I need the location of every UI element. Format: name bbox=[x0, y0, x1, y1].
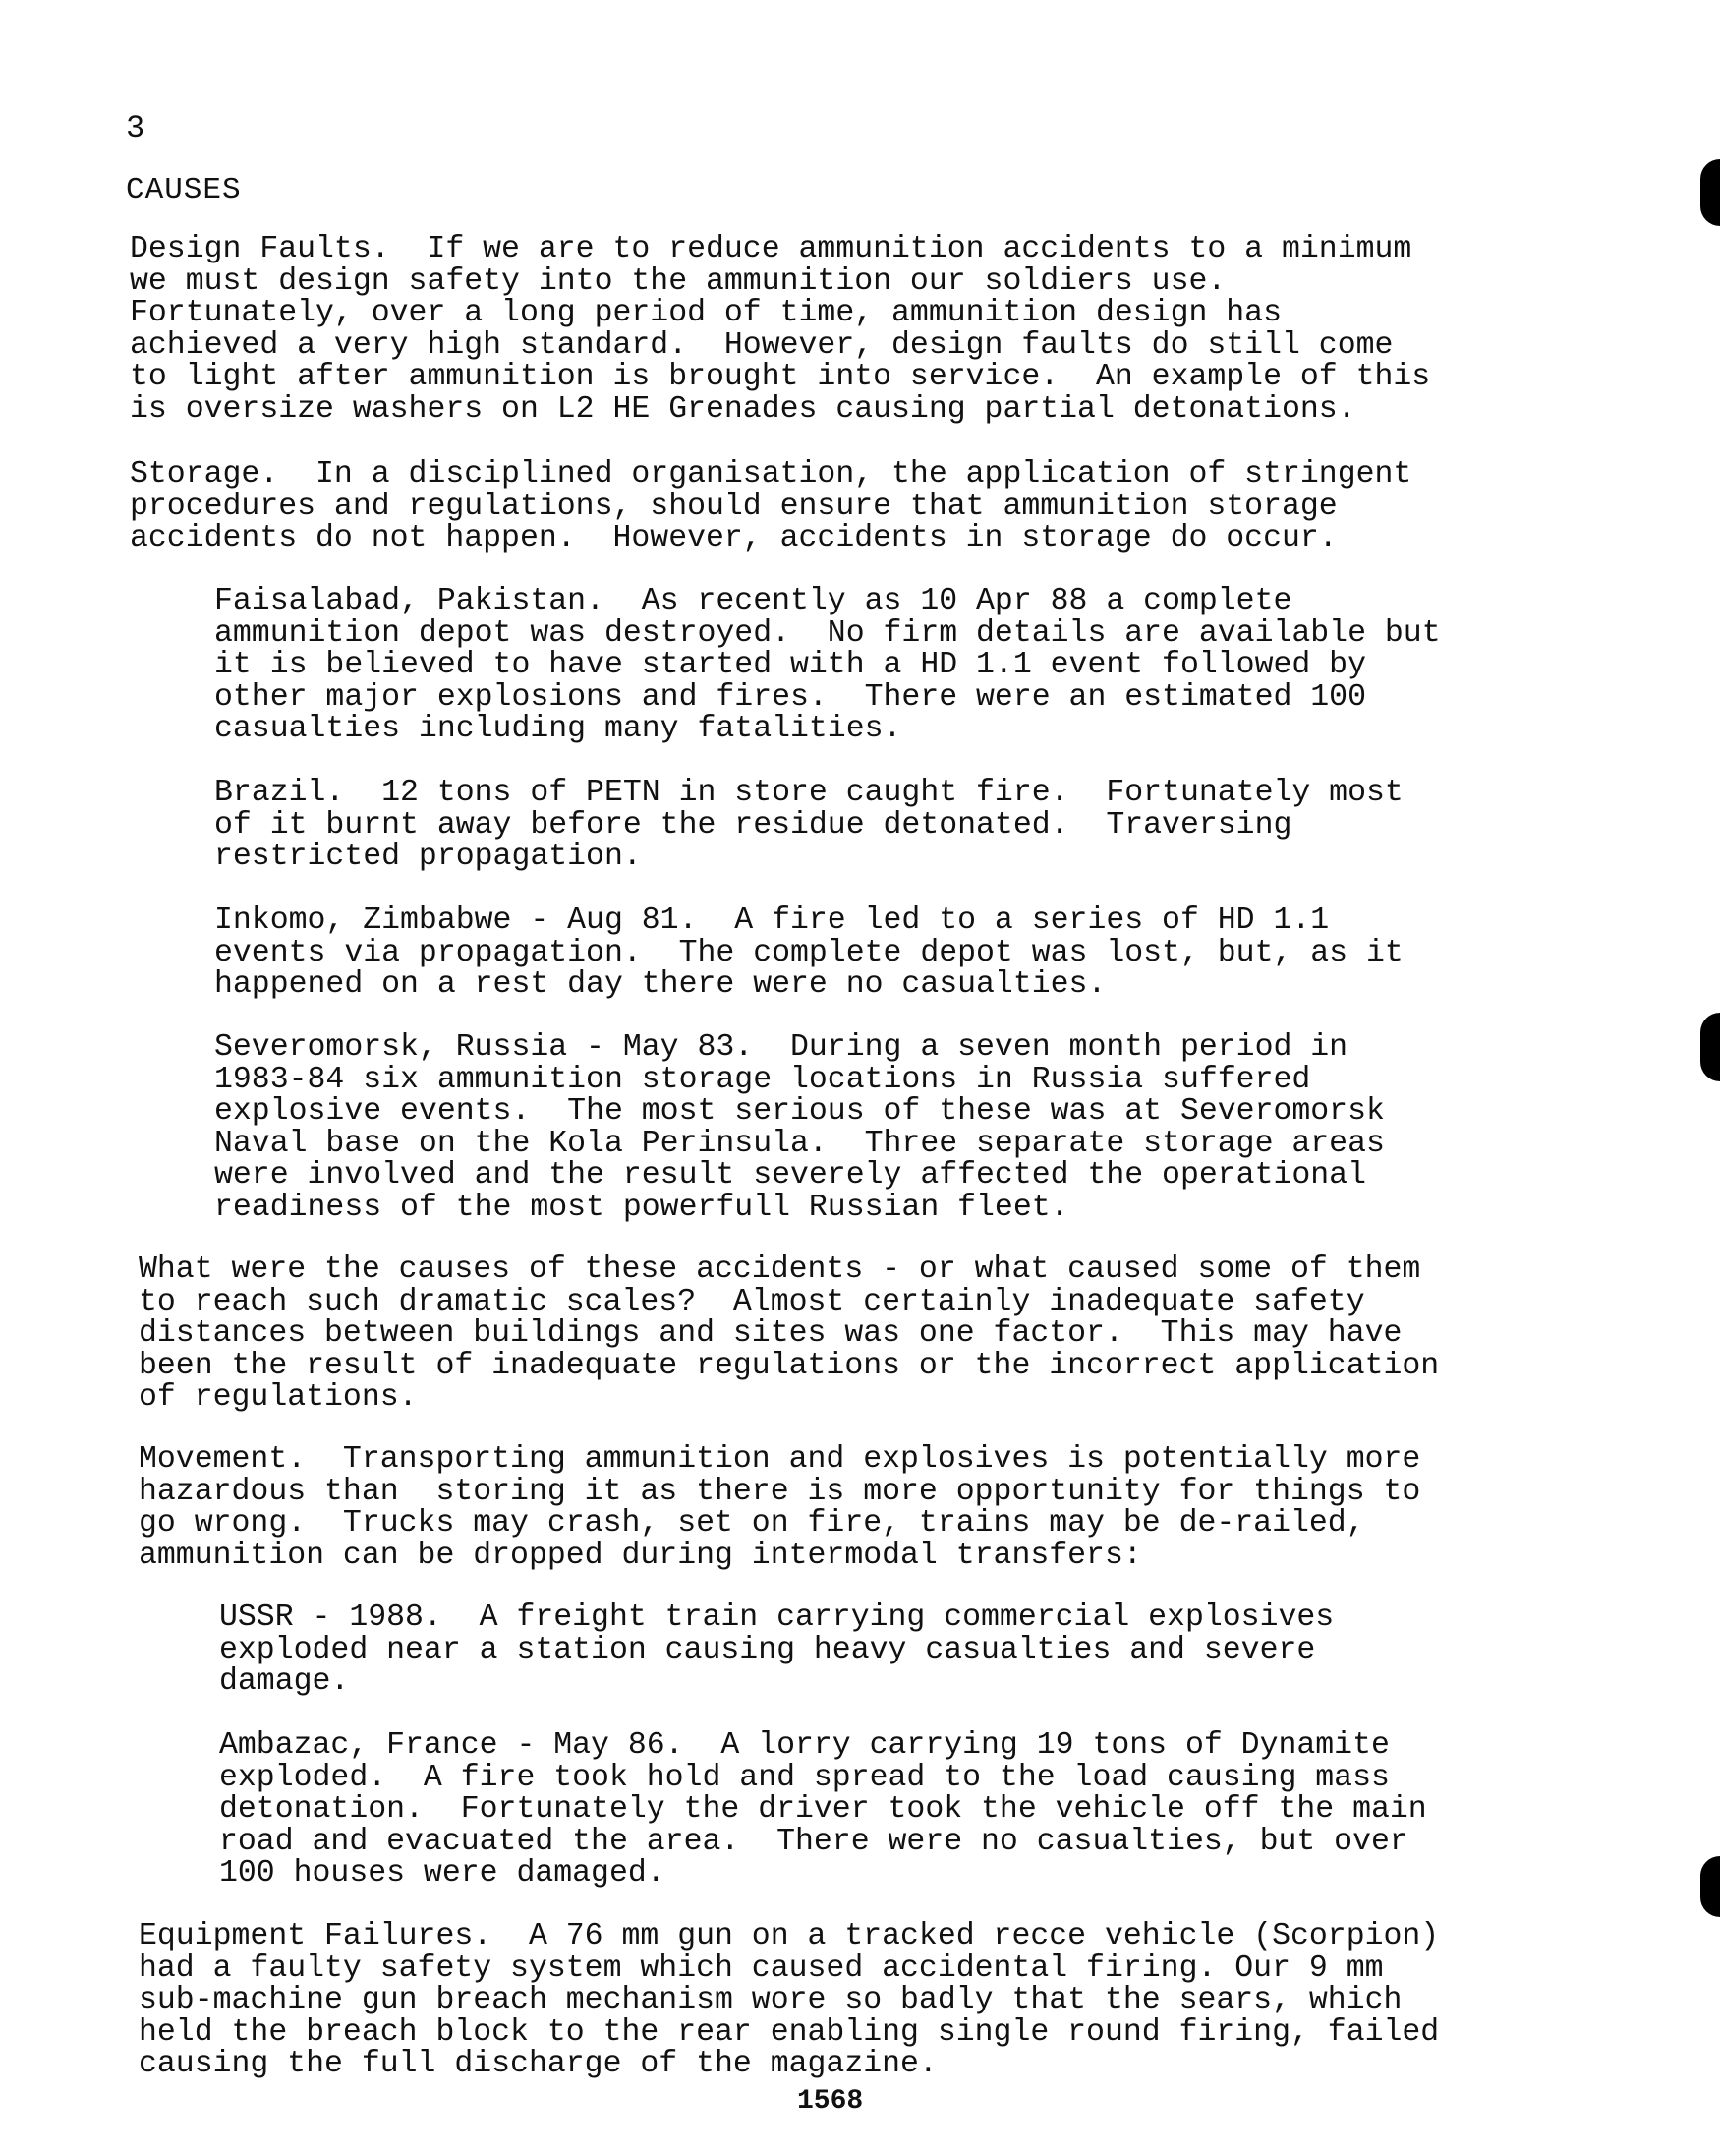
section-heading: CAUSES bbox=[126, 173, 242, 207]
binder-hole-mark bbox=[1700, 159, 1720, 226]
paragraph-brazil: Brazil. 12 tons of PETN in store caught fire. Fortunately most of it burnt away before the residue detonated. Traversing restricted propagation. bbox=[214, 776, 1404, 874]
binder-hole-mark bbox=[1700, 1856, 1720, 1917]
paragraph-causes-question: What were the causes of these accidents - or what caused some of them to reach such dramatic scales? Almost certainly inadequate safety distances between buildings and sites was one factor. This may have been the result of inadequate regulations or the incorrect application of regulations. bbox=[139, 1253, 1440, 1415]
paragraph-storage: Storage. In a disciplined organisation, the application of stringent procedures and regulations, should ensure that ammunition storage accidents do not happen. However, accidents in storage do occur. bbox=[130, 457, 1412, 555]
paragraph-equipment-failures: Equipment Failures. A 76 mm gun on a tracked recce vehicle (Scorpion) had a faulty safety system which caused accidental firing. Our 9 mm sub-machine gun breach mechanism wore so badly that the sears, which held the breach block to the rear enabling single round firing, failed causing the full discharge of the magazine. bbox=[139, 1919, 1440, 2081]
page-number: 3 bbox=[126, 110, 145, 146]
paragraph-faisalabad: Faisalabad, Pakistan. As recently as 10 Apr 88 a complete ammunition depot was destroyed. No firm details are available but it is believed to have started with a HD 1.1 event followed by other major explosions and fires. There were an estimated 100 casualties including many fatalities. bbox=[214, 584, 1441, 746]
paragraph-severomorsk: Severomorsk, Russia - May 83. During a seven month period in 1983-84 six ammunition storage locations in Russia suffered explosive events. The most serious of these was at Severomorsk Naval base on the Kola Perinsula. Three separate storage areas were involved and the result severely affected the operational readiness of the most powerfull Russian fleet. bbox=[214, 1030, 1385, 1225]
paragraph-ussr: USSR - 1988. A freight train carrying commercial explosives exploded near a station causing heavy casualties and severe damage. bbox=[219, 1601, 1335, 1699]
footer-page-number: 1568 bbox=[797, 2086, 864, 2117]
paragraph-inkomo: Inkomo, Zimbabwe - Aug 81. A fire led to a series of HD 1.1 events via propagation. The complete depot was lost, but, as it happened on a rest day there were no casualties. bbox=[214, 903, 1404, 1002]
binder-hole-mark bbox=[1700, 1013, 1720, 1081]
paragraph-design-faults: Design Faults. If we are to reduce ammunition accidents to a minimum we must design safety into the ammunition our soldiers use. Fortunately, over a long period of time, ammunition design has achieved a very high standard. However, design faults do still come to light after ammunition is brought into service. An example of this is oversize washers on L2 HE Grenades causing partial detonations. bbox=[130, 232, 1431, 427]
paragraph-ambazac: Ambazac, France - May 86. A lorry carrying 19 tons of Dynamite exploded. A fire took hold and spread to the load causing mass detonation. Fortunately the driver took the vehicle off the main road and evacuated the area. There were no casualties, but over 100 houses were damaged. bbox=[219, 1728, 1427, 1891]
paragraph-movement: Movement. Transporting ammunition and explosives is potentially more hazardous than storing it as there is more opportunity for things to go wrong. Trucks may crash, set on fire, trains may be de-railed, ammunition can be dropped during intermodal transfers: bbox=[139, 1442, 1421, 1573]
